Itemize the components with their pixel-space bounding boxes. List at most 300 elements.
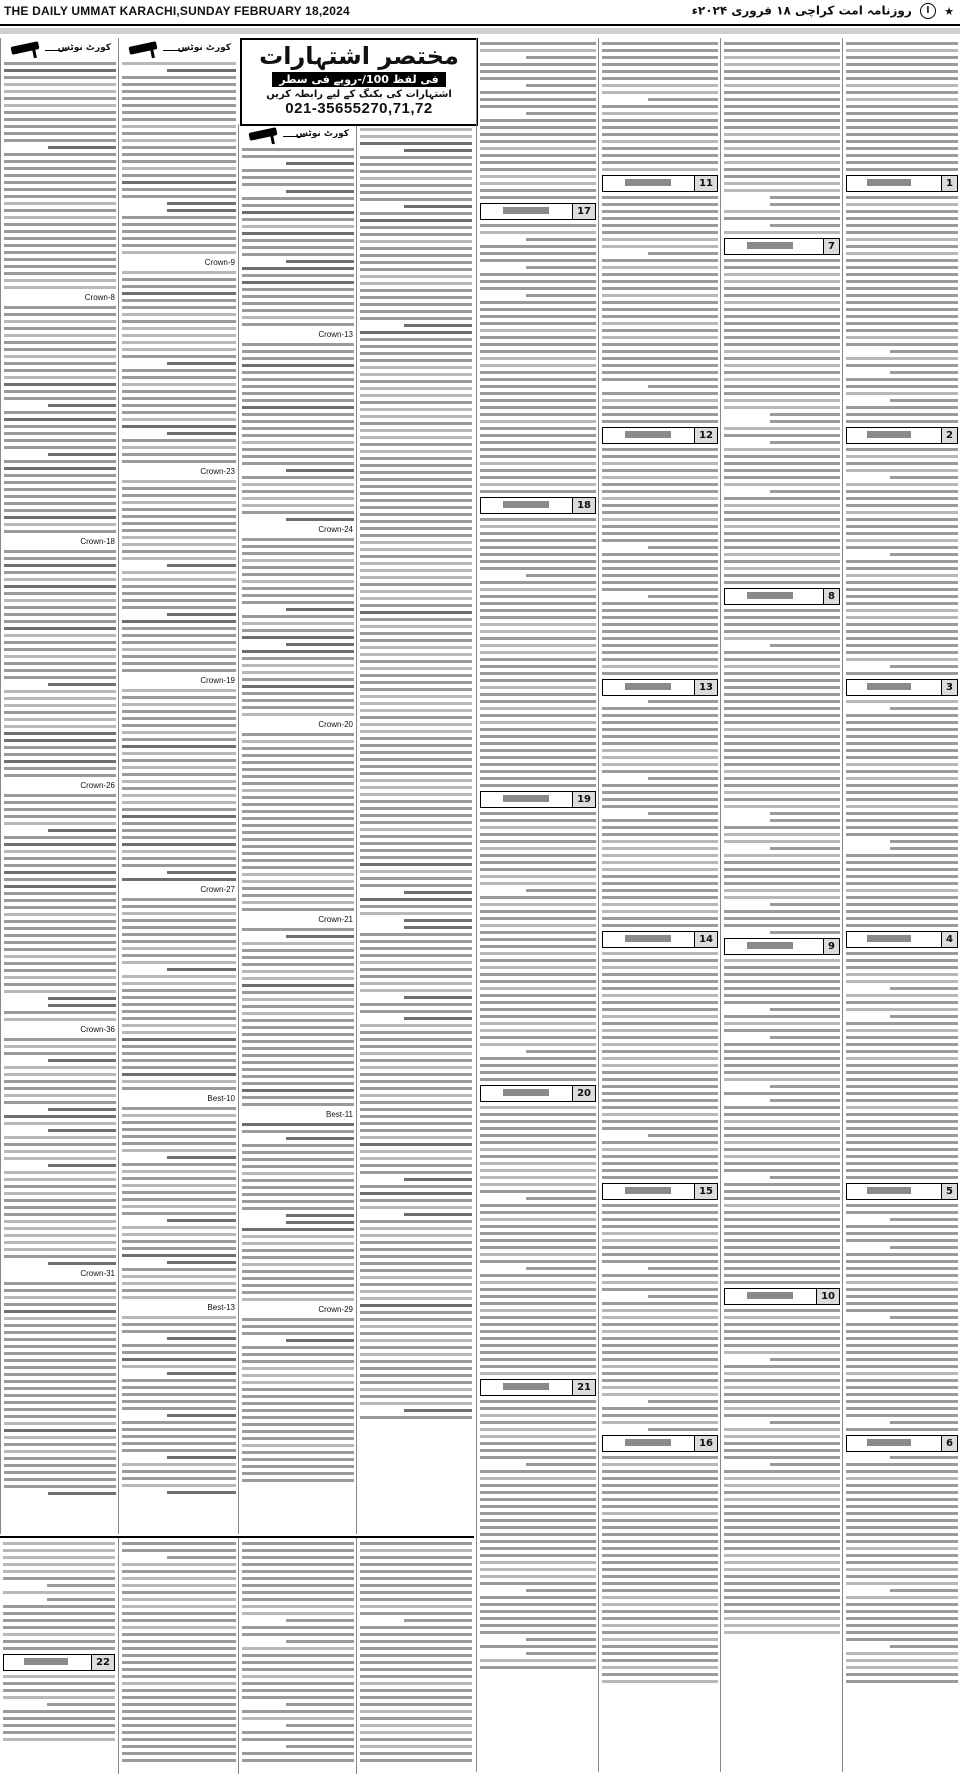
text-line (122, 1435, 236, 1438)
text-line (122, 1542, 236, 1545)
text-line (480, 1491, 596, 1494)
text-line (48, 829, 116, 832)
text-line (648, 385, 718, 388)
text-line (724, 525, 840, 528)
section-number-box (724, 238, 840, 255)
text-line (480, 553, 596, 556)
text-line (602, 574, 718, 577)
text-line (846, 1071, 958, 1074)
text-line (602, 420, 718, 423)
text-line (480, 1449, 596, 1452)
text-line (846, 1078, 958, 1081)
text-line (724, 392, 840, 395)
text-line (360, 1052, 472, 1055)
text-line (602, 560, 718, 563)
text-line (602, 763, 718, 766)
text-line (242, 740, 354, 743)
text-line (4, 1422, 116, 1425)
text-line (286, 190, 354, 193)
text-line (846, 1057, 958, 1060)
text-line (480, 1232, 596, 1235)
text-line (3, 1626, 115, 1629)
section-number: 16 (694, 1436, 717, 1451)
text-line (724, 112, 840, 115)
text-line (724, 777, 840, 780)
text-line (480, 1428, 596, 1431)
text-line (724, 266, 840, 269)
text-line (4, 760, 116, 763)
text-line (846, 700, 958, 703)
text-line (480, 133, 596, 136)
text-line (360, 1395, 472, 1398)
text-line (846, 623, 958, 626)
text-line (122, 1577, 236, 1580)
text-line (602, 504, 718, 507)
text-line (602, 952, 718, 955)
text-line (4, 104, 116, 107)
text-line (846, 567, 958, 570)
text-line (724, 581, 840, 584)
text-line (360, 863, 472, 866)
text-line (480, 987, 596, 990)
text-line (724, 1113, 840, 1116)
text-line (602, 784, 718, 787)
text-line (4, 523, 116, 526)
text-line (602, 1169, 718, 1172)
text-line (242, 1144, 354, 1147)
text-line (242, 1472, 354, 1475)
text-line (846, 609, 958, 612)
text-line (846, 1365, 958, 1368)
text-line (122, 641, 236, 644)
text-line (122, 1584, 236, 1587)
text-line (724, 462, 840, 465)
text-line (846, 1239, 958, 1242)
text-line (360, 1696, 472, 1699)
text-line (724, 1071, 840, 1074)
text-line (242, 1437, 354, 1440)
text-line (846, 1295, 958, 1298)
text-line (122, 905, 236, 908)
text-line (890, 371, 958, 374)
text-line (286, 643, 354, 646)
text-line (122, 620, 236, 623)
text-line (242, 1200, 354, 1203)
text-line (846, 1176, 958, 1179)
notice-text-block (239, 148, 357, 1482)
text-line (360, 1031, 472, 1034)
crown-ref: Crown-13 (318, 330, 353, 339)
section-number-box (602, 679, 718, 696)
text-line (846, 1050, 958, 1053)
crown-ref: Crown-24 (318, 525, 353, 534)
text-line (360, 1304, 472, 1307)
crown-ref: Crown-18 (80, 537, 115, 546)
court-notice-tag: کورٹ نوٹس (243, 129, 353, 143)
text-line (122, 662, 236, 665)
text-line (890, 1645, 958, 1648)
text-line (846, 1267, 958, 1270)
text-line (602, 140, 718, 143)
text-line (122, 118, 236, 121)
text-line (4, 446, 116, 449)
text-line (480, 1295, 596, 1298)
text-line (242, 169, 354, 172)
text-line (602, 406, 718, 409)
text-line (648, 1134, 718, 1137)
text-line (724, 1526, 840, 1529)
text-line (122, 1316, 236, 1319)
text-line (724, 1344, 840, 1347)
text-line (480, 602, 596, 605)
text-line (242, 441, 354, 444)
text-line (724, 63, 840, 66)
text-line (480, 1204, 596, 1207)
text-line (122, 1024, 236, 1027)
text-line (4, 962, 116, 965)
section-number-box (846, 679, 958, 696)
text-line (242, 1577, 354, 1580)
text-line (360, 387, 472, 390)
notice-text-block (357, 128, 475, 1419)
text-line (242, 267, 354, 270)
text-line (4, 1018, 116, 1021)
text-line (724, 686, 840, 689)
text-line (360, 527, 472, 530)
text-line (480, 1365, 596, 1368)
text-line (846, 357, 958, 360)
text-line (724, 707, 840, 710)
text-line (480, 609, 596, 612)
text-line (122, 1010, 236, 1013)
text-line (360, 1353, 472, 1356)
text-line (242, 1605, 354, 1608)
text-line (242, 580, 354, 583)
text-line (122, 1563, 236, 1566)
section-number: 21 (572, 1380, 595, 1395)
text-line (242, 1172, 354, 1175)
text-line (404, 1409, 472, 1412)
text-line (122, 397, 236, 400)
text-line (890, 987, 958, 990)
text-line (3, 1640, 115, 1643)
text-line (770, 224, 840, 227)
text-line (480, 287, 596, 290)
text-line (480, 1120, 596, 1123)
text-line (602, 1463, 718, 1466)
text-line (602, 392, 718, 395)
text-line (602, 336, 718, 339)
text-line (480, 847, 596, 850)
text-line (602, 889, 718, 892)
text-line (48, 1108, 116, 1111)
text-line (242, 1054, 354, 1057)
text-line (122, 404, 236, 407)
text-line (602, 875, 718, 878)
text-line (602, 1645, 718, 1648)
section-number-box (602, 1183, 718, 1200)
text-line (360, 331, 472, 334)
text-line (4, 822, 116, 825)
text-line (360, 639, 472, 642)
text-line (360, 478, 472, 481)
text-line (770, 1085, 840, 1088)
text-line (360, 408, 472, 411)
text-line (360, 807, 472, 810)
text-line (122, 1268, 236, 1271)
text-line (724, 455, 840, 458)
text-line (526, 294, 596, 297)
text-line (360, 261, 472, 264)
text-line (242, 901, 354, 904)
text-line (724, 1547, 840, 1550)
text-line (846, 1603, 958, 1606)
text-line (4, 669, 116, 672)
text-line (602, 1533, 718, 1536)
text-line (122, 390, 236, 393)
text-line (242, 1061, 354, 1064)
text-line (4, 955, 116, 958)
text-line (4, 808, 116, 811)
text-line (724, 280, 840, 283)
text-line (360, 163, 472, 166)
notice-text-block (119, 62, 239, 1494)
text-line (602, 637, 718, 640)
text-line (770, 1008, 840, 1011)
text-line (360, 352, 472, 355)
text-line (242, 1179, 354, 1182)
text-line (602, 329, 718, 332)
text-line (4, 481, 116, 484)
text-line (242, 1591, 354, 1594)
text-line (4, 746, 116, 749)
text-line (724, 1631, 840, 1634)
text-line (242, 197, 354, 200)
text-line (846, 896, 958, 899)
text-line (846, 91, 958, 94)
text-line (846, 448, 958, 451)
text-line (846, 42, 958, 45)
text-line (242, 692, 354, 695)
text-line (480, 182, 596, 185)
text-line (602, 77, 718, 80)
text-line (724, 1554, 840, 1557)
text-line (480, 826, 596, 829)
text-line (480, 1442, 596, 1445)
text-line (724, 91, 840, 94)
section-caption (503, 1383, 549, 1390)
section-number-box (602, 931, 718, 948)
text-line (242, 998, 354, 1001)
text-line (480, 1372, 596, 1375)
text-line (360, 590, 472, 593)
text-line (602, 1323, 718, 1326)
text-line (122, 1128, 236, 1131)
text-line (242, 1047, 354, 1050)
text-line (480, 1190, 596, 1193)
text-line (242, 1654, 354, 1657)
text-line (480, 1183, 596, 1186)
text-line (360, 1402, 472, 1405)
text-line (480, 252, 596, 255)
text-line (724, 1533, 840, 1536)
text-line (4, 327, 116, 330)
text-line (4, 1241, 116, 1244)
text-line (4, 432, 116, 435)
text-line (4, 878, 116, 881)
text-line (480, 1036, 596, 1039)
text-line (242, 1542, 354, 1545)
text-line (122, 773, 236, 776)
text-line (360, 1108, 472, 1111)
text-line (242, 803, 354, 806)
text-line (122, 1121, 236, 1124)
text-line (122, 292, 236, 295)
text-line (242, 956, 354, 959)
text-line (846, 1127, 958, 1130)
text-line (602, 1099, 718, 1102)
text-line (122, 334, 236, 337)
text-line (846, 259, 958, 262)
text-line (122, 606, 236, 609)
text-line (4, 1150, 116, 1153)
text-line (360, 814, 472, 817)
text-line (3, 1577, 115, 1580)
text-line (770, 1099, 840, 1102)
text-line (3, 1682, 115, 1685)
text-line (360, 1759, 472, 1762)
text-line (242, 455, 354, 458)
text-line (4, 425, 116, 428)
text-line (846, 1148, 958, 1151)
text-line (602, 1477, 718, 1480)
text-line (724, 1022, 840, 1025)
text-line (360, 296, 472, 299)
text-line (360, 905, 472, 908)
text-line (724, 532, 840, 535)
text-line (602, 1407, 718, 1410)
text-line (724, 98, 840, 101)
text-line (846, 119, 958, 122)
text-line (122, 794, 236, 797)
text-line (4, 313, 116, 316)
text-line (724, 1134, 840, 1137)
text-line (4, 530, 116, 533)
text-line (122, 167, 236, 170)
text-line (47, 1598, 115, 1601)
text-line (122, 857, 236, 860)
text-line (480, 567, 596, 570)
text-line (242, 594, 354, 597)
text-line (360, 1612, 472, 1615)
text-line (360, 219, 472, 222)
text-line (846, 1540, 958, 1543)
text-line (360, 1101, 472, 1104)
text-line (122, 864, 236, 867)
text-line (846, 1344, 958, 1347)
text-line (122, 418, 236, 421)
text-line (602, 532, 718, 535)
section-number-box (480, 791, 596, 808)
text-line (242, 1598, 354, 1601)
text-line (724, 84, 840, 87)
text-line (4, 739, 116, 742)
text-line (122, 815, 236, 818)
text-line (602, 1211, 718, 1214)
text-line (286, 1724, 354, 1727)
section-number-box (3, 1654, 115, 1671)
text-line (242, 350, 354, 353)
text-line (4, 794, 116, 797)
text-line (242, 1277, 354, 1280)
text-line (602, 616, 718, 619)
text-line (360, 1682, 472, 1685)
text-line (724, 1001, 840, 1004)
masthead-urdu-title (692, 3, 954, 19)
text-line (122, 97, 236, 100)
text-line (122, 1212, 236, 1215)
text-line (846, 728, 958, 731)
text-line (4, 627, 116, 630)
text-line (242, 1082, 354, 1085)
text-line (242, 504, 354, 507)
text-line (4, 1143, 116, 1146)
text-line (360, 562, 472, 565)
text-line (480, 1456, 596, 1459)
text-line (3, 1563, 115, 1566)
text-line (286, 1703, 354, 1706)
section-number-box (846, 175, 958, 192)
text-line (602, 1071, 718, 1074)
text-line (724, 511, 840, 514)
text-line (602, 1218, 718, 1221)
text-line (846, 308, 958, 311)
text-line (122, 1386, 236, 1389)
text-line (360, 1234, 472, 1237)
text-line (724, 1456, 840, 1459)
text-line (602, 665, 718, 668)
text-line (4, 1331, 116, 1334)
text-line (167, 1337, 236, 1340)
text-line (602, 154, 718, 157)
text-line (890, 1421, 958, 1424)
text-line (122, 1570, 236, 1573)
text-line (724, 966, 840, 969)
text-line (724, 1540, 840, 1543)
text-line (724, 1190, 840, 1193)
text-line (846, 1491, 958, 1494)
text-line (242, 1040, 354, 1043)
text-line (122, 696, 236, 699)
text-line (3, 1549, 115, 1552)
text-line (846, 637, 958, 640)
text-line (480, 994, 596, 997)
text-line (242, 1318, 354, 1321)
text-line (242, 1430, 354, 1433)
text-line (4, 348, 116, 351)
text-line (360, 443, 472, 446)
text-line (602, 203, 718, 206)
text-line (242, 552, 354, 555)
text-line (846, 1225, 958, 1228)
text-line (360, 1647, 472, 1650)
text-line (602, 1351, 718, 1354)
text-line (846, 1533, 958, 1536)
text-line (4, 1066, 116, 1069)
text-line (122, 745, 236, 748)
text-line (846, 140, 958, 143)
text-line (846, 322, 958, 325)
